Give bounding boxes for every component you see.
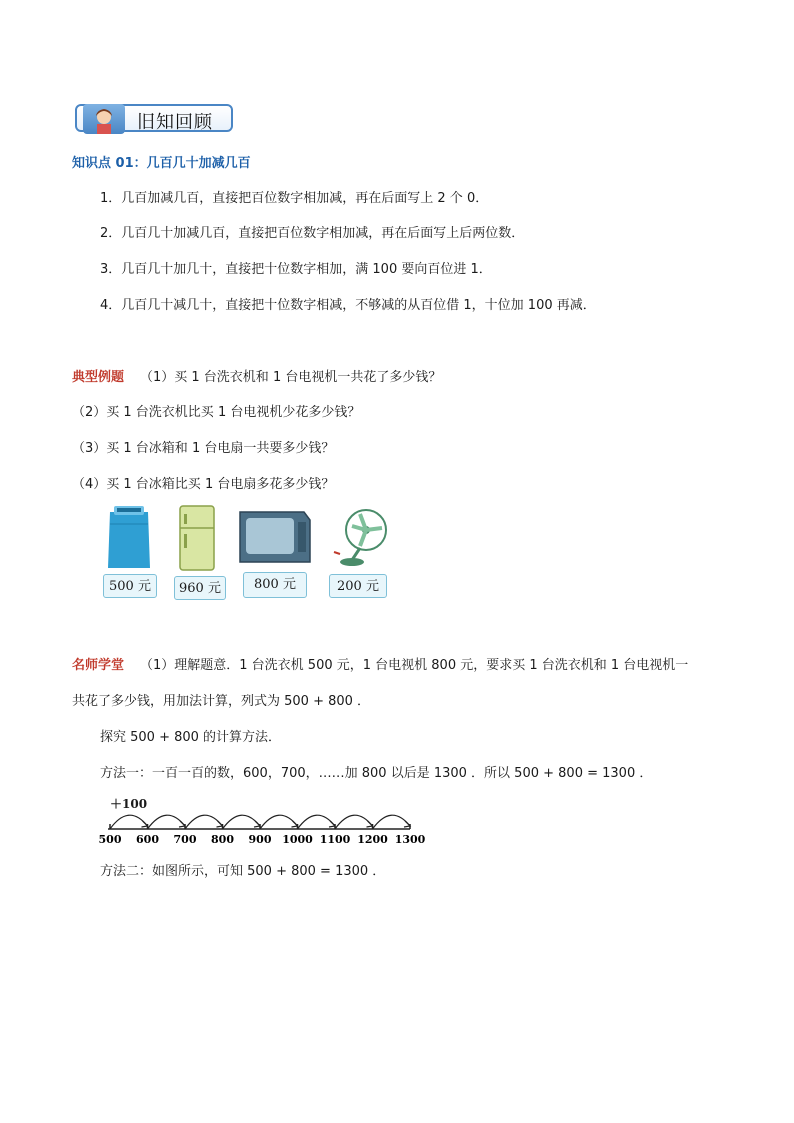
- number-line-label: 1200: [357, 833, 388, 846]
- number-line-label: 600: [136, 833, 159, 846]
- teacher-line-3: 探究 500 + 800 的计算方法．: [100, 730, 282, 745]
- example-question-3: （3）买 1 台冰箱和 1 台电扇一共要多少钱？: [72, 441, 335, 456]
- example-question-4: （4）买 1 台冰箱比买 1 台电扇多花多少钱？: [72, 477, 335, 492]
- kp-item-2: 2．几百几十加减几百，直接把百位数字相加减，再在后面写上后两位数．: [100, 226, 525, 241]
- number-line-svg: [98, 795, 438, 847]
- banner-title: 旧知回顾: [137, 112, 213, 133]
- number-line-label: 1100: [319, 833, 351, 846]
- number-line-label: 1000: [282, 833, 313, 846]
- number-line-label: 700: [173, 833, 197, 846]
- number-line-label: 900: [248, 833, 272, 846]
- kp-item-3: 3．几百几十加几十，直接把十位数字相加，满 100 要向百位进 1．: [100, 262, 492, 277]
- step-label: ＋100: [110, 797, 148, 811]
- teacher-avatar-icon: [83, 104, 125, 134]
- washing-machine-icon: [104, 504, 154, 574]
- electric-fan-icon: [330, 508, 388, 572]
- teacher-line-5: 方法二：如图所示，可知 500 + 800 = 1300 ．: [100, 864, 386, 879]
- kp-item-1: 1．几百加减几百，直接把百位数字相加减，再在后面写上 2 个 0．: [100, 191, 489, 206]
- example-question-2: （2）买 1 台洗衣机比买 1 台电视机少花多少钱？: [72, 405, 361, 420]
- refrigerator-icon: [176, 504, 218, 576]
- teacher-line-2: 共花了多少钱，用加法计算，列式为 500 + 800 ．: [72, 694, 371, 709]
- number-line-label: 1300: [394, 833, 426, 846]
- price-tag-washing-machine: 500 元: [103, 574, 157, 598]
- teacher-line-4: 方法一：一百一百的数，600，700，……加 800 以后是 1300 ．所以 500 + 800 = 1300 ．: [100, 766, 653, 781]
- price-tag-television: 800 元: [243, 572, 307, 598]
- number-line-label: 500: [98, 833, 122, 846]
- kp-item-4: 4．几百几十减几十，直接把十位数字相减，不够减的从百位借 1，十位加 100 再减．: [100, 298, 596, 313]
- example-label: 典型例题: [72, 370, 125, 385]
- example-question-1: （1）买 1 台洗衣机和 1 台电视机一共花了多少钱？: [140, 370, 442, 385]
- teacher-label: 名师学堂: [72, 658, 125, 673]
- television-icon: [238, 508, 312, 568]
- section-banner: [75, 104, 233, 132]
- price-tag-fan: 200 元: [329, 574, 387, 598]
- knowledge-point-title: 知识点 01：几百几十加减几百: [72, 156, 251, 171]
- teacher-line-1: （1）理解题意．1 台洗衣机 500 元，1 台电视机 800 元，要求买 1 台洗衣机和 1 台电视机一: [140, 658, 689, 673]
- price-tag-refrigerator: 960 元: [174, 576, 226, 600]
- number-line-label: 800: [211, 833, 234, 846]
- number-line-diagram: [98, 795, 438, 851]
